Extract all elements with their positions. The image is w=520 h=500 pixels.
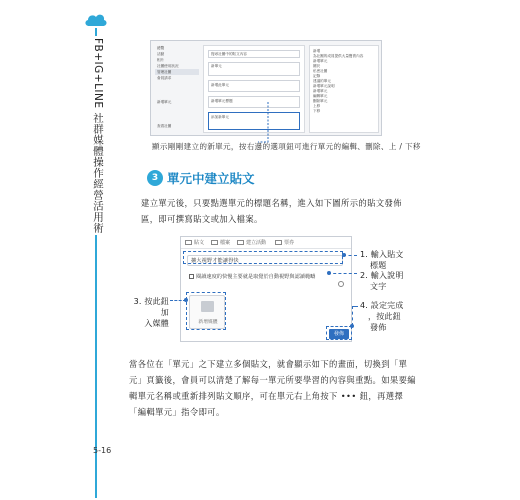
publish-highlight-box <box>326 326 352 340</box>
callout-4: 4. 設定完成 ，按此鈕 發佈 <box>360 301 404 332</box>
unit-add: 新增此單元 <box>208 80 300 92</box>
menu-item: 活動 <box>157 52 165 56</box>
tab-event: 建立活動 <box>237 239 266 247</box>
media-highlight-box <box>186 292 226 330</box>
new-unit-highlight <box>208 112 300 130</box>
menu-item: 會員請求 <box>157 76 172 80</box>
cloud-icon <box>84 10 108 30</box>
calendar-icon <box>237 240 244 245</box>
spine-title: FB+IG+LINE 社群媒體操作經營活用術 <box>86 36 106 235</box>
tab-post: 貼文 <box>185 239 204 247</box>
search-box: 搜尋社團中的貼文內容 <box>208 50 300 58</box>
ticket-icon <box>275 240 282 245</box>
unit-title: 新單元 <box>211 64 222 68</box>
pencil-icon <box>185 240 192 245</box>
right-item: 刪除單元 <box>313 99 328 103</box>
callout-3-dot <box>184 298 188 302</box>
page-number: 5-16 <box>93 446 112 455</box>
right-item: 新增 <box>313 49 321 53</box>
screenshot-caption: 顯示剛剛建立的新單元，按右邊的選項鈕可進行單元的編輯、刪除、上 / 下移 <box>152 142 421 151</box>
callout-2-leader <box>328 273 357 274</box>
callout-3: 3. 按此鈕加 入媒體 <box>133 297 169 328</box>
menu-item: 管理社團 <box>155 69 199 75</box>
menu-item: 查看社團 <box>157 124 172 128</box>
section-title: 單元中建立貼文 <box>167 171 255 186</box>
right-item: 建議的單元 <box>313 79 331 83</box>
right-item: 上移 <box>313 104 321 108</box>
callout-4-leader-v <box>352 306 353 326</box>
callout-4-dot <box>350 324 354 328</box>
add-media-label: 新增媒體 <box>198 320 218 325</box>
section-number-icon: 3 <box>147 170 163 186</box>
tab-file: 檔案 <box>211 239 230 247</box>
paragraph-intro: 建立單元後，只要點選單元的標題名稱，進入如下圖所示的貼文發佈區，即可撰寫貼文或加入檔案。 <box>141 198 402 224</box>
post-title-text: 擴大視野才能讓得快 <box>191 258 239 264</box>
title-highlight-box <box>183 251 343 264</box>
file-icon <box>211 240 218 245</box>
emoji-icon <box>338 281 344 287</box>
unit-options-panel <box>309 45 379 133</box>
menu-item: 相片 <box>157 58 165 62</box>
right-item: 新增單元 <box>313 59 328 63</box>
callout-1-dot <box>342 253 346 257</box>
post-description: 閱讀速度的快慢主要就是取覺於自動視野與認讀範疇 <box>189 273 315 281</box>
tab-ticket: 票券 <box>275 239 294 247</box>
paragraph-units: 當各位在「單元」之下建立多個貼文，就會顯示如下的畫面，切換到「單元」頁籤後，會員可以清楚了解每一單元所要學習的內容與重點。如果要編輯單元名稱或重新排列貼文順序，可在單元右上角按下 ••• 鈕，再選擇「編輯單元」指令即可。 <box>129 359 416 417</box>
post-type-tabs <box>181 237 351 249</box>
text-format-icon <box>189 274 194 279</box>
unit-card <box>208 62 300 76</box>
new-unit-label: 添加新單元 <box>211 115 229 119</box>
unit-add-title: 新增單元標題 <box>208 96 300 108</box>
menu-item: 新增單元 <box>157 100 172 104</box>
menu-item: 社團使用狀況 <box>157 64 179 68</box>
callout-1: 1. 輸入貼文 標題 <box>360 250 404 270</box>
menu-item: 總覽 <box>157 46 165 50</box>
callout-2: 2. 輸入說明 文字 <box>360 271 404 291</box>
right-item: 關於 <box>313 64 321 68</box>
right-item: 編輯單元 <box>313 94 328 98</box>
right-item: 記錄 <box>313 74 321 78</box>
publish-button: 發佈 <box>329 329 349 339</box>
unit-list-panel <box>203 45 305 133</box>
right-item: 私密社團 <box>313 69 328 73</box>
right-item: 新增單元 <box>313 89 328 93</box>
right-item: 新增單元說明 <box>313 84 335 88</box>
right-item: 為社團的成員提供大量寶貴內容 <box>313 54 364 58</box>
right-item: 下移 <box>313 109 321 113</box>
group-admin-menu <box>155 45 199 129</box>
callout-2-dot <box>327 271 331 275</box>
book-spine <box>82 10 110 490</box>
